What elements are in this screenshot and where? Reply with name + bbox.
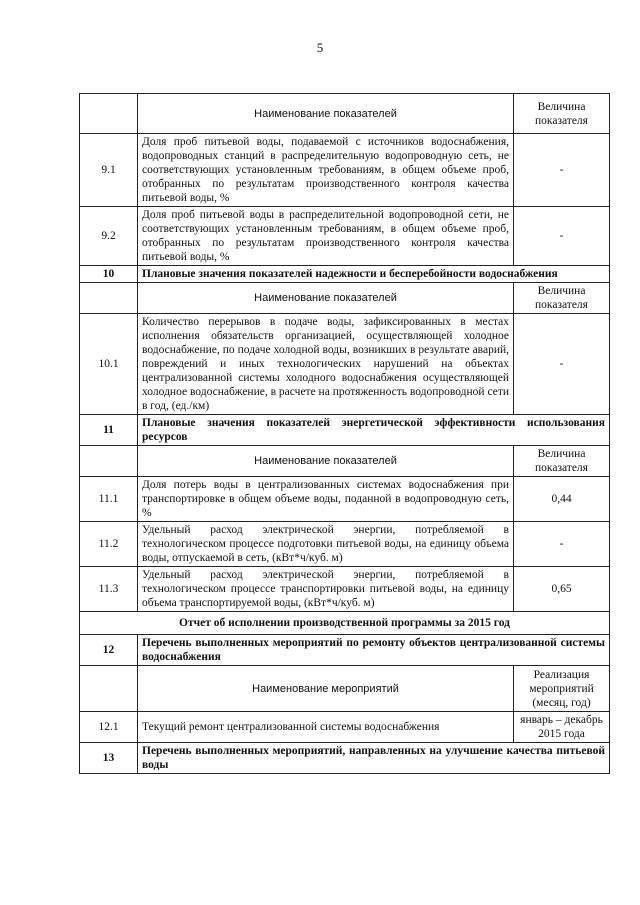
report-title-row — [80, 612, 610, 635]
row-number: 11.3 — [80, 567, 138, 612]
header-num-cell — [80, 94, 138, 134]
row-value: 0,65 — [514, 567, 610, 612]
row-text: Доля проб питьевой воды, подаваемой с источников водоснабжения, водопроводных станций в распределительную водопроводную сеть, не соответствующих установленным требованиям, в общем объеме проб, отобранных по результатам производственного контроля качества питьевой воды, % — [138, 134, 514, 207]
table-row — [80, 567, 610, 612]
row-value: 0,44 — [514, 477, 610, 522]
header-num-cell — [80, 283, 138, 314]
header-num-cell — [80, 446, 138, 477]
table-header-row — [80, 283, 610, 314]
row-value: - — [514, 207, 610, 266]
row-value: - — [514, 314, 610, 415]
header-name-cell: Наименование показателей — [138, 283, 514, 314]
table-header-row — [80, 446, 610, 477]
section-number: 12 — [80, 635, 138, 666]
header-value-cell: Величина показателя — [514, 446, 610, 477]
page-number: 5 — [316, 40, 324, 55]
indicators-table — [79, 93, 610, 774]
row-number: 10.1 — [80, 314, 138, 415]
header-name-cell: Наименование показателей — [138, 94, 514, 134]
section-number: 11 — [80, 415, 138, 446]
row-number: 11.1 — [80, 477, 138, 522]
section-number: 10 — [80, 266, 138, 283]
header-value-cell: Величина показателя — [514, 94, 610, 134]
table-row — [80, 477, 610, 522]
table-row — [80, 712, 610, 743]
row-text: Удельный расход электрической энергии, потребляемой в технологическом процессе транспортировки питьевой воды, на единицу объема транспортируемой воды, (кВт*ч/куб. м) — [138, 567, 514, 612]
row-number: 11.2 — [80, 522, 138, 567]
table-row — [80, 134, 610, 207]
table-row — [80, 522, 610, 567]
section-title: Плановые значения показателей энергетической эффективности использования ресурсов — [138, 415, 610, 446]
header-name-cell: Наименование показателей — [138, 446, 514, 477]
header-value-cell: Реализация мероприятий (месяц, год) — [514, 666, 610, 712]
table-header-row — [80, 666, 610, 712]
row-text: Доля потерь воды в централизованных системах водоснабжения при транспортировке в общем объеме воды, поданной в водопроводную сеть, % — [138, 477, 514, 522]
row-value: - — [514, 134, 610, 207]
row-value: - — [514, 522, 610, 567]
report-title: Отчет об исполнении производственной программы за 2015 год — [80, 612, 610, 635]
row-number: 12.1 — [80, 712, 138, 743]
row-text: Текущий ремонт централизованной системы водоснабжения — [138, 712, 514, 743]
section-title: Перечень выполненных мероприятий по ремонту объектов централизованной системы водоснабжения — [138, 635, 610, 666]
section-row — [80, 635, 610, 666]
section-number: 13 — [80, 743, 138, 774]
row-text: Количество перерывов в подаче воды, зафиксированных в местах исполнения обязательств организацией, осуществляющей холодное водоснабжение, по подаче холодной воды, возникших в результате аварий, повреждений и иных технологических нарушений на объектах централизованной системы холодного водоснабжения осуществляющей холодное водоснабжение, в расчете на протяженность водопроводной сети в год, (ед./км) — [138, 314, 514, 415]
header-name-cell: Наименование мероприятий — [138, 666, 514, 712]
header-value-cell: Величина показателя — [514, 283, 610, 314]
row-text: Удельный расход электрической энергии, потребляемой в технологическом процессе подготовки питьевой воды, на единицу объема воды, отпускаемой в сеть, (кВт*ч/куб. м) — [138, 522, 514, 567]
row-number: 9.1 — [80, 134, 138, 207]
table-row — [80, 314, 610, 415]
section-title: Перечень выполненных мероприятий, направленных на улучшение качества питьевой воды — [138, 743, 610, 774]
section-row — [80, 266, 610, 283]
section-row — [80, 415, 610, 446]
row-value: январь – декабрь 2015 года — [514, 712, 610, 743]
section-row — [80, 743, 610, 774]
table-header-row — [80, 94, 610, 134]
section-title: Плановые значения показателей надежности и бесперебойности водоснабжения — [138, 266, 610, 283]
header-num-cell — [80, 666, 138, 712]
table-row — [80, 207, 610, 266]
row-number: 9.2 — [80, 207, 138, 266]
row-text: Доля проб питьевой воды в распределительной водопроводной сети, не соответствующих установленным требованиям, в общем объеме проб, отобранных по результатам производственного контроля качества питьевой воды, % — [138, 207, 514, 266]
